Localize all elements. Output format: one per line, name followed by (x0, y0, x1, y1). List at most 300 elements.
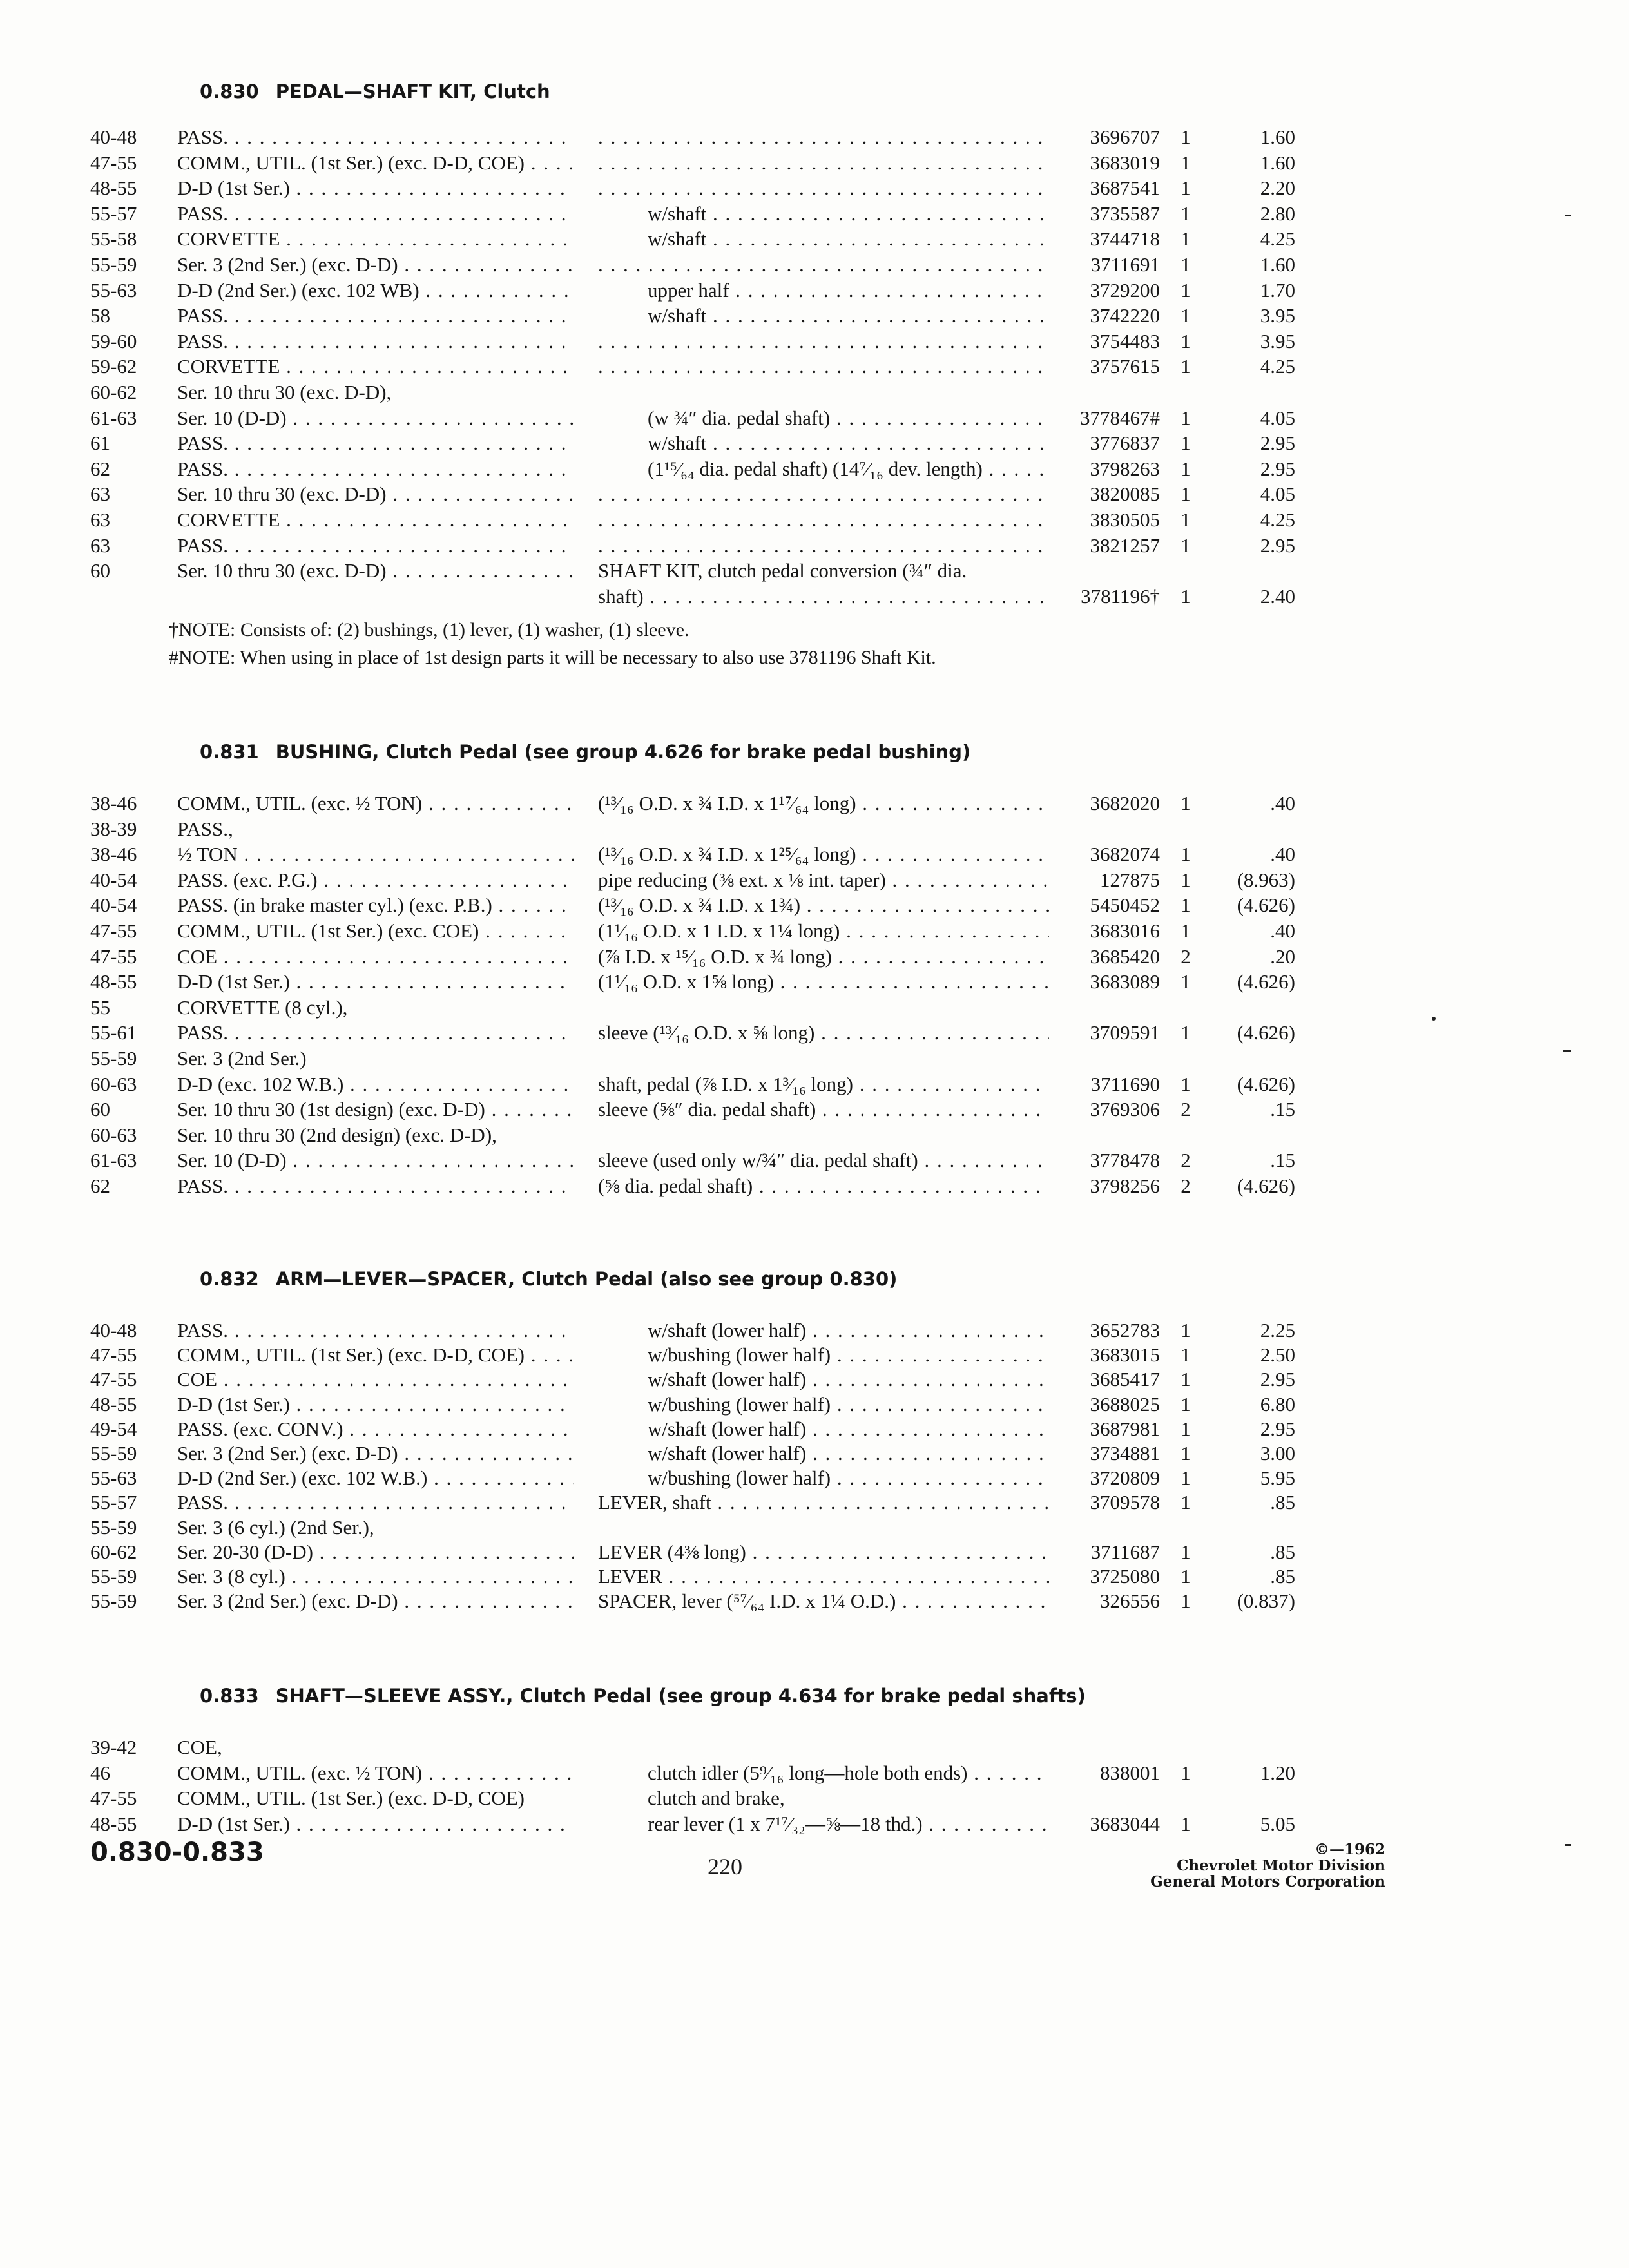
model-cell: PASS. . . . (177, 304, 574, 327)
model-cell: Ser. 3 (8 cyl.) . . . (177, 1565, 574, 1588)
part-number-cell: 3725080 (1090, 1565, 1160, 1588)
part-number-cell: 3754483 (1090, 329, 1160, 352)
year-cell: 47-55 (90, 1368, 137, 1391)
table-row (0, 1097, 1629, 1122)
table-row (0, 892, 1629, 918)
table-row (0, 1318, 1629, 1343)
model-cell: COMM., UTIL. (1st Ser.) (exc. D-D, COE) . . . (177, 151, 574, 174)
year-cell: 59-62 (90, 355, 137, 378)
price-cell: 2.25 (1260, 1319, 1295, 1341)
description-cell: shaft) . . . (598, 585, 1049, 608)
description-cell: (1¹⁄₁₆ O.D. x 1⅝ long) . . . (598, 970, 1049, 993)
price-cell: .40 (1270, 919, 1295, 942)
year-cell: 48-55 (90, 1392, 137, 1416)
table-row (0, 841, 1629, 867)
price-cell: 5.05 (1260, 1812, 1295, 1835)
division-name: Chevrolet Motor Division (1177, 1857, 1385, 1874)
table-row (0, 1490, 1629, 1515)
table-row (0, 226, 1629, 252)
year-cell: 39-42 (90, 1736, 137, 1758)
model-cell: CORVETTE . . . (177, 508, 574, 531)
model-cell: COMM., UTIL. (1st Ser.) (exc. COE) . . . (177, 919, 574, 942)
price-cell: .15 (1270, 1098, 1295, 1121)
part-number-cell: 5450452 (1090, 894, 1160, 917)
model-cell: D-D (1st Ser.) . . . (177, 1812, 574, 1835)
price-cell: .40 (1270, 792, 1295, 814)
price-cell: 4.05 (1260, 406, 1295, 429)
description-cell: (¹³⁄₁₆ O.D. x ¾ I.D. x 1¹⁷⁄₆₄ long) . . . (598, 792, 1049, 814)
quantity-cell: 1 (1181, 202, 1191, 225)
part-number-cell: 3830505 (1090, 508, 1160, 531)
quantity-cell: 1 (1181, 1491, 1191, 1514)
model-cell: D-D (1st Ser.) . . . (177, 970, 574, 993)
year-cell: 48-55 (90, 177, 137, 200)
part-number-cell: 3781196† (1081, 584, 1160, 608)
year-cell: 62 (90, 457, 110, 480)
part-number-cell: 3682074 (1090, 843, 1160, 866)
description-cell: (w ¾″ dia. pedal shaft) . . . (648, 407, 1049, 429)
part-number-cell: 3711687 (1090, 1540, 1160, 1563)
year-cell: 63 (90, 533, 110, 557)
description-cell: sleeve (used only w/¾″ dia. pedal shaft) . . . (598, 1149, 1049, 1171)
model-cell: Ser. 3 (6 cyl.) (2nd Ser.), (177, 1515, 374, 1539)
quantity-cell: 1 (1181, 1565, 1191, 1588)
price-cell: 2.95 (1260, 1417, 1295, 1440)
model-cell: COMM., UTIL. (exc. ½ TON) . . . (177, 1762, 574, 1784)
part-number-cell: 326556 (1100, 1590, 1160, 1613)
model-cell: CORVETTE . . . (177, 355, 574, 378)
quantity-cell: 1 (1181, 457, 1191, 480)
table-row (0, 1539, 1629, 1565)
description-cell: clutch idler (5⁹⁄₁₆ long—hole both ends) . . . (648, 1762, 1049, 1784)
price-cell: 3.95 (1260, 304, 1295, 327)
model-cell: Ser. 10 thru 30 (exc. D-D) . . . (177, 483, 574, 505)
quantity-cell: 1 (1181, 1466, 1191, 1490)
table-row (0, 1811, 1629, 1837)
part-number-cell: 3778478 (1090, 1149, 1160, 1172)
page-number: 220 (708, 1854, 742, 1879)
part-number-cell: 3734881 (1090, 1442, 1160, 1465)
quantity-cell: 2 (1181, 1098, 1191, 1121)
quantity-cell: 1 (1181, 1392, 1191, 1416)
part-number-cell: 3798256 (1090, 1175, 1160, 1197)
year-cell: 55-59 (90, 1565, 137, 1588)
year-cell: 55-58 (90, 227, 137, 251)
model-cell: PASS., (177, 817, 233, 840)
year-cell: 55-57 (90, 202, 137, 225)
year-cell: 60-62 (90, 1540, 137, 1563)
section-title-0831 (200, 741, 970, 763)
description-cell: pipe reducing (⅜ ext. x ⅛ int. taper) . . . (598, 869, 1049, 891)
model-cell: Ser. 10 thru 30 (2nd design) (exc. D-D), (177, 1123, 497, 1146)
table-row (0, 533, 1629, 559)
quantity-cell: 1 (1181, 1540, 1191, 1563)
model-cell: Ser. 10 thru 30 (exc. D-D), (177, 381, 392, 403)
year-cell: 55-63 (90, 1466, 137, 1490)
year-cell: 47-55 (90, 919, 137, 942)
model-cell: PASS. . . . (177, 126, 574, 148)
part-number-cell: 3683015 (1090, 1343, 1160, 1367)
description-cell: w/shaft (lower half) . . . (648, 1319, 1049, 1341)
description-cell: sleeve (⅝″ dia. pedal shaft) . . . (598, 1098, 1049, 1120)
price-cell: 4.25 (1260, 508, 1295, 531)
section-number: 0.830 (200, 81, 259, 102)
description-cell: w/shaft . . . (648, 227, 1049, 250)
part-number-cell: 3683044 (1090, 1812, 1160, 1835)
quantity-cell: 1 (1181, 1343, 1191, 1367)
model-cell: D-D (1st Ser.) . . . (177, 1393, 574, 1416)
section-number: 0.831 (200, 741, 259, 763)
model-cell: Ser. 3 (2nd Ser.) (exc. D-D) . . . (177, 1442, 574, 1465)
table-row (0, 816, 1629, 842)
description-cell: w/shaft (lower half) . . . (648, 1368, 1049, 1390)
table-row (0, 1173, 1629, 1199)
price-cell: .40 (1270, 843, 1295, 866)
model-cell: PASS. . . . (177, 202, 574, 225)
model-cell: PASS. . . . (177, 1175, 574, 1197)
quantity-cell: 1 (1181, 278, 1191, 302)
year-cell: 55 (90, 995, 110, 1019)
quantity-cell: 1 (1181, 1072, 1191, 1095)
model-cell: CORVETTE . . . (177, 227, 574, 250)
corporation-name: General Motors Corporation (1150, 1873, 1385, 1890)
quantity-cell: 1 (1181, 919, 1191, 942)
table-row (0, 278, 1629, 303)
year-cell: 55-61 (90, 1021, 137, 1044)
price-cell: (4.626) (1237, 1021, 1295, 1044)
year-cell: 40-48 (90, 1319, 137, 1341)
scan-mark (1432, 1017, 1436, 1021)
description-cell: w/bushing (lower half) . . . (648, 1466, 1049, 1489)
model-cell: PASS. . . . (177, 1319, 574, 1341)
part-number-cell: 3729200 (1090, 278, 1160, 302)
table-row (0, 507, 1629, 533)
part-number-cell: 838001 (1100, 1761, 1160, 1784)
quantity-cell: 1 (1181, 304, 1191, 327)
year-cell: 63 (90, 508, 110, 531)
price-cell: 4.25 (1260, 355, 1295, 378)
model-cell: D-D (2nd Ser.) (exc. 102 WB) . . . (177, 279, 574, 302)
description-cell (598, 355, 1049, 378)
year-cell: 38-39 (90, 817, 137, 840)
part-number-cell: 3682020 (1090, 792, 1160, 814)
price-cell: 2.20 (1260, 177, 1295, 200)
model-cell: Ser. 20-30 (D-D) . . . (177, 1541, 574, 1563)
description-cell (598, 483, 1049, 505)
model-cell: PASS. (exc. P.G.) . . . (177, 869, 574, 891)
table-row (0, 1122, 1629, 1148)
description-cell: sleeve (¹³⁄₁₆ O.D. x ⅝ long) . . . (598, 1021, 1049, 1044)
description-cell: SPACER, lever (⁵⁷⁄₆₄ I.D. x 1¼ O.D.) . . . (598, 1590, 1049, 1612)
table-row (0, 1046, 1629, 1072)
price-cell: 2.95 (1260, 1368, 1295, 1391)
section-title-0830 (200, 81, 550, 102)
description-cell (598, 330, 1049, 352)
price-cell: 6.80 (1260, 1392, 1295, 1416)
year-cell: 61-63 (90, 1149, 137, 1172)
table-row (0, 791, 1629, 816)
quantity-cell: 1 (1181, 329, 1191, 352)
price-cell: .85 (1270, 1565, 1295, 1588)
year-cell: 40-54 (90, 868, 137, 891)
copyright: ©—1962 (1314, 1841, 1385, 1858)
table-row (0, 1367, 1629, 1392)
year-cell: 60-63 (90, 1072, 137, 1095)
part-number-cell: 3687981 (1090, 1417, 1160, 1440)
part-number-cell: 3711691 (1090, 253, 1160, 276)
model-cell: COMM., UTIL. (1st Ser.) (exc. D-D, COE) . . . (177, 1343, 574, 1366)
description-cell (598, 177, 1049, 199)
publisher-block (1083, 1841, 1385, 1890)
table-row (0, 558, 1629, 584)
quantity-cell: 1 (1181, 151, 1191, 174)
price-cell: 2.95 (1260, 457, 1295, 480)
price-cell: 1.60 (1260, 253, 1295, 276)
model-cell: COMM., UTIL. (1st Ser.) (exc. D-D, COE) (177, 1787, 525, 1810)
quantity-cell: 1 (1181, 533, 1191, 557)
table-row (0, 584, 1629, 610)
table-row (0, 303, 1629, 329)
quantity-cell: 1 (1181, 406, 1191, 429)
group-range: 0.830-0.833 (90, 1838, 264, 1867)
note-hash: #NOTE: When using in place of 1st design parts it will be necessary to also use 3781196 Shaft Kit. (169, 647, 936, 668)
table-row (0, 124, 1629, 150)
year-cell: 55-59 (90, 253, 137, 276)
model-cell: Ser. 10 (D-D) . . . (177, 407, 574, 429)
section-title-0832 (200, 1268, 897, 1290)
part-number-cell: 3683089 (1090, 970, 1160, 994)
part-number-cell: 3735587 (1090, 202, 1160, 225)
model-cell: PASS. (in brake master cyl.) (exc. P.B.) . . . (177, 894, 574, 916)
scan-mark (1565, 215, 1571, 216)
description-cell: SHAFT KIT, clutch pedal conversion (¾″ dia. (598, 559, 967, 582)
model-cell: Ser. 3 (2nd Ser.) (177, 1047, 307, 1070)
table-row (0, 1416, 1629, 1442)
table-row (0, 1441, 1629, 1466)
quantity-cell: 1 (1181, 227, 1191, 251)
part-number-cell: 3720809 (1090, 1466, 1160, 1490)
price-cell: 1.20 (1260, 1761, 1295, 1784)
table-row (0, 329, 1629, 354)
year-cell: 38-46 (90, 843, 137, 866)
section-number: 0.833 (200, 1685, 259, 1707)
price-cell: 2.50 (1260, 1343, 1295, 1367)
price-cell: 2.40 (1260, 584, 1295, 608)
description-cell (598, 253, 1049, 276)
table-row (0, 252, 1629, 278)
year-cell: 60 (90, 1098, 110, 1121)
part-number-cell: 3683019 (1090, 151, 1160, 174)
price-cell: (8.963) (1237, 868, 1295, 891)
model-cell: PASS. . . . (177, 457, 574, 480)
model-cell: D-D (exc. 102 W.B.) . . . (177, 1073, 574, 1095)
section-heading: BUSHING, Clutch Pedal (see group 4.626 for brake pedal bushing) (275, 741, 971, 763)
description-cell: w/shaft . . . (648, 432, 1049, 454)
table-row (0, 380, 1629, 405)
table-row (0, 1020, 1629, 1046)
scan-mark (1565, 1844, 1571, 1846)
table-row (0, 430, 1629, 456)
part-number-cell: 3688025 (1090, 1392, 1160, 1416)
model-cell: D-D (1st Ser.) . . . (177, 177, 574, 199)
part-number-cell: 3709578 (1090, 1491, 1160, 1514)
year-cell: 59-60 (90, 329, 137, 352)
section-heading: ARM—LEVER—SPACER, Clutch Pedal (also see group 0.830) (275, 1268, 898, 1290)
quantity-cell: 1 (1181, 177, 1191, 200)
model-cell: Ser. 10 thru 30 (exc. D-D) . . . (177, 559, 574, 582)
year-cell: 40-48 (90, 126, 137, 148)
price-cell: (4.626) (1237, 970, 1295, 994)
part-number-cell: 3652783 (1090, 1319, 1160, 1341)
description-cell: (1¹⁵⁄₆₄ dia. pedal shaft) (14⁷⁄₁₆ dev. length) . . . (648, 457, 1049, 480)
quantity-cell: 1 (1181, 584, 1191, 608)
model-cell: D-D (2nd Ser.) (exc. 102 W.B.) . . . (177, 1466, 574, 1489)
year-cell: 58 (90, 304, 110, 327)
description-cell: LEVER, shaft . . . (598, 1491, 1049, 1514)
quantity-cell: 1 (1181, 1812, 1191, 1835)
description-cell: (¹³⁄₁₆ O.D. x ¾ I.D. x 1²⁵⁄₆₄ long) . . . (598, 843, 1049, 865)
part-number-cell: 3757615 (1090, 355, 1160, 378)
price-cell: 3.00 (1260, 1442, 1295, 1465)
quantity-cell: 1 (1181, 1417, 1191, 1440)
table-row (0, 995, 1629, 1021)
part-number-cell: 3711690 (1090, 1072, 1160, 1095)
quantity-cell: 1 (1181, 894, 1191, 917)
section-heading: SHAFT—SLEEVE ASSY., Clutch Pedal (see group 4.634 for brake pedal shafts) (275, 1685, 1086, 1707)
part-number-cell: 3778467# (1080, 406, 1160, 429)
description-cell: w/shaft . . . (648, 304, 1049, 327)
year-cell: 60-62 (90, 381, 137, 403)
quantity-cell: 1 (1181, 843, 1191, 866)
table-row (0, 1465, 1629, 1491)
description-cell: (¹³⁄₁₆ O.D. x ¾ I.D. x 1¾) . . . (598, 894, 1049, 916)
quantity-cell: 2 (1181, 1149, 1191, 1172)
model-cell: PASS. . . . (177, 534, 574, 557)
year-cell: 61-63 (90, 406, 137, 429)
model-cell: Ser. 3 (2nd Ser.) (exc. D-D) . . . (177, 253, 574, 276)
price-cell: 5.95 (1260, 1466, 1295, 1490)
price-cell: .85 (1270, 1540, 1295, 1563)
model-cell: ½ TON . . . (177, 843, 574, 865)
table-row (0, 1342, 1629, 1368)
price-cell: 1.60 (1260, 151, 1295, 174)
description-cell (598, 508, 1049, 531)
quantity-cell: 1 (1181, 1319, 1191, 1341)
price-cell: 4.05 (1260, 483, 1295, 506)
description-cell (598, 151, 1049, 174)
year-cell: 62 (90, 1175, 110, 1197)
description-cell: w/shaft (lower half) . . . (648, 1442, 1049, 1465)
model-cell: PASS. . . . (177, 330, 574, 352)
year-cell: 55-59 (90, 1442, 137, 1465)
section-number: 0.832 (200, 1268, 259, 1290)
table-row (0, 150, 1629, 176)
description-cell: upper half . . . (648, 279, 1049, 302)
quantity-cell: 2 (1181, 945, 1191, 968)
section-title-0833 (200, 1685, 1086, 1707)
year-cell: 60-63 (90, 1123, 137, 1146)
description-cell: LEVER . . . (598, 1565, 1049, 1588)
table-row (0, 969, 1629, 995)
table-row (0, 944, 1629, 970)
year-cell: 55-59 (90, 1047, 137, 1070)
year-cell: 55-59 (90, 1515, 137, 1539)
year-cell: 38-46 (90, 792, 137, 814)
quantity-cell: 1 (1181, 1761, 1191, 1784)
part-number-cell: 127875 (1100, 868, 1160, 891)
year-cell: 48-55 (90, 1812, 137, 1835)
description-cell: w/bushing (lower half) . . . (648, 1343, 1049, 1366)
table-row (0, 354, 1629, 380)
part-number-cell: 3776837 (1090, 432, 1160, 455)
description-cell: (⅝ dia. pedal shaft) . . . (598, 1175, 1049, 1197)
part-number-cell: 3744718 (1090, 227, 1160, 251)
table-row (0, 918, 1629, 944)
model-cell: COE, (177, 1736, 222, 1758)
price-cell: .85 (1270, 1491, 1295, 1514)
part-number-cell: 3769306 (1090, 1098, 1160, 1121)
model-cell: COE . . . (177, 945, 574, 968)
table-row (0, 481, 1629, 507)
part-number-cell: 3683016 (1090, 919, 1160, 942)
year-cell: 47-55 (90, 1787, 137, 1810)
price-cell: 4.25 (1260, 227, 1295, 251)
part-number-cell: 3798263 (1090, 457, 1160, 480)
part-number-cell: 3685417 (1090, 1368, 1160, 1391)
quantity-cell: 1 (1181, 355, 1191, 378)
model-cell: Ser. 10 (D-D) . . . (177, 1149, 574, 1171)
price-cell: (0.837) (1237, 1590, 1295, 1613)
table-row (0, 1588, 1629, 1614)
quantity-cell: 2 (1181, 1175, 1191, 1197)
model-cell: CORVETTE (8 cyl.), (177, 995, 348, 1019)
quantity-cell: 1 (1181, 792, 1191, 814)
price-cell: 1.60 (1260, 126, 1295, 148)
year-cell: 55-63 (90, 278, 137, 302)
table-row (0, 1515, 1629, 1541)
quantity-cell: 1 (1181, 483, 1191, 506)
part-number-cell: 3687541 (1090, 177, 1160, 200)
price-cell: 3.95 (1260, 329, 1295, 352)
description-cell: (1¹⁄₁₆ O.D. x 1 I.D. x 1¼ long) . . . (598, 919, 1049, 942)
quantity-cell: 1 (1181, 1021, 1191, 1044)
table-row (0, 1072, 1629, 1097)
table-row (0, 867, 1629, 893)
table-row (0, 1564, 1629, 1590)
table-row (0, 1760, 1629, 1786)
table-row (0, 1735, 1629, 1760)
quantity-cell: 1 (1181, 970, 1191, 994)
model-cell: PASS. . . . (177, 432, 574, 454)
description-cell: w/shaft . . . (648, 202, 1049, 225)
year-cell: 46 (90, 1761, 110, 1784)
model-cell: PASS. . . . (177, 1021, 574, 1044)
table-row (0, 1148, 1629, 1173)
table-row (0, 201, 1629, 227)
model-cell: Ser. 10 thru 30 (1st design) (exc. D-D) . . . (177, 1098, 574, 1120)
year-cell: 49-54 (90, 1417, 137, 1440)
quantity-cell: 1 (1181, 253, 1191, 276)
price-cell: (4.626) (1237, 1072, 1295, 1095)
scan-mark (1563, 1050, 1571, 1052)
price-cell: 2.95 (1260, 533, 1295, 557)
quantity-cell: 1 (1181, 432, 1191, 455)
price-cell: .15 (1270, 1149, 1295, 1172)
table-row (0, 405, 1629, 431)
model-cell: PASS. . . . (177, 1491, 574, 1514)
price-cell: 2.95 (1260, 432, 1295, 455)
quantity-cell: 1 (1181, 1442, 1191, 1465)
